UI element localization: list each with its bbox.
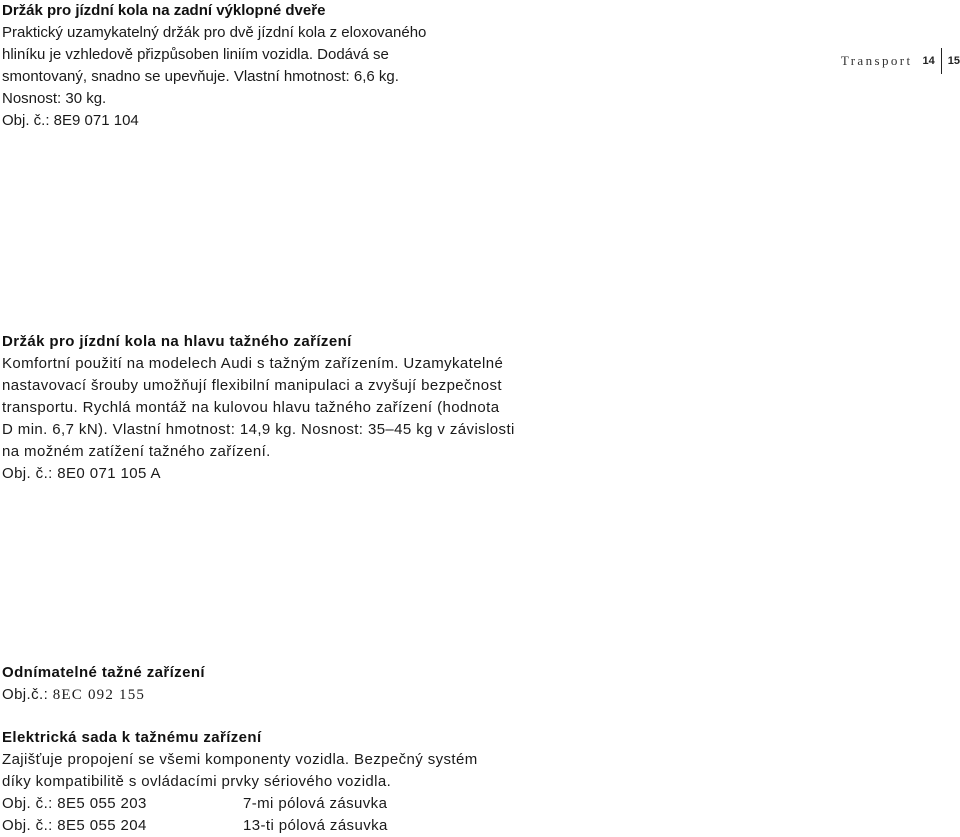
product-description-line: díky kompatibilitě s ovládacími prvky sériového vozidla. [2,773,392,790]
product-title: Odnímatelné tažné zařízení [2,664,205,681]
page-number-right: 15 [947,55,960,67]
product-description-line: hliníku je vzhledově přizpůsoben liniím vozidla. Dodává se [2,46,389,63]
order-label: Obj.č.: [2,686,49,703]
product-description-line: Komfortní použití na modelech Audi s tažným zařízením. Uzamykatelné [2,355,504,372]
section-title: Transport [840,53,913,68]
order-number: Obj. č.: 8E0 071 105 A [2,465,161,482]
product-title: Držák pro jízdní kola na hlavu tažného zařízení [2,333,352,350]
product-description-line: D min. 6,7 kN). Vlastní hmotnost: 14,9 kg. Nosnost: 35–45 kg v závislosti [2,421,515,438]
product-title: Držák pro jízdní kola na zadní výklopné dveře [2,2,326,19]
product-towbar-bike-carrier [2,331,515,485]
order-number [2,684,205,706]
page-divider [941,48,942,74]
order-number: Obj. č.: 8E5 055 204 [2,817,147,834]
product-detachable-towbar [2,662,205,706]
order-code: 8EC 092 155 [52,687,146,703]
product-rear-bike-carrier [2,0,426,132]
order-number: Obj. č.: 8E9 071 104 [2,112,139,129]
product-description-line: Praktický uzamykatelný držák pro dvě jízdní kola z eloxovaného [2,24,427,41]
product-description-line: Nosnost: 30 kg. [2,90,107,107]
order-number: Obj. č.: 8E5 055 203 [2,795,147,812]
order-row [2,793,478,815]
product-description-line: Zajišťuje propojení se všemi komponenty vozidla. Bezpečný systém [2,751,478,768]
product-electrical-kit [2,727,478,837]
running-header [841,48,960,74]
order-description: 13-ti pólová zásuvka [243,817,388,834]
product-description-line: na možném zatížení tažného zařízení. [2,443,271,460]
product-description-line: nastavovací šrouby umožňují flexibilní manipulaci a zvyšují bezpečnost [2,377,502,394]
product-title: Elektrická sada k tažnému zařízení [2,729,262,746]
product-description-line: transportu. Rychlá montáž na kulovou hlavu tažného zařízení (hodnota [2,399,500,416]
page-number-left: 14 [922,55,935,67]
order-description: 7-mi pólová zásuvka [243,795,388,812]
product-description-line: smontovaný, snadno se upevňuje. Vlastní hmotnost: 6,6 kg. [2,68,399,85]
